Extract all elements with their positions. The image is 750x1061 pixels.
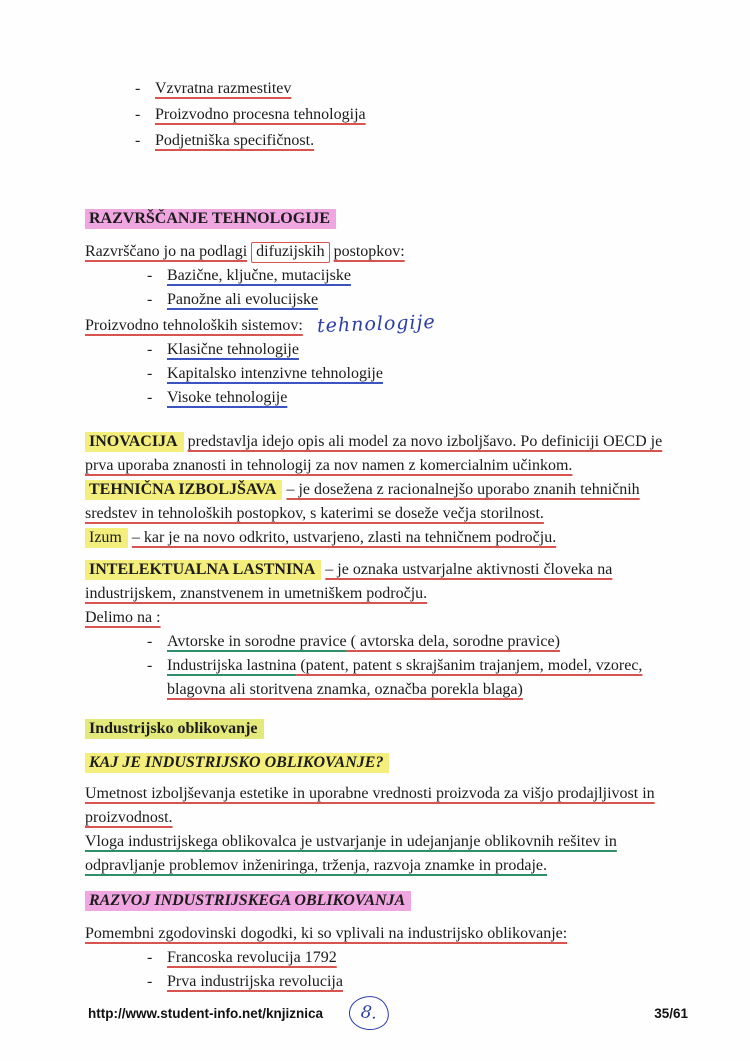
boxed-word: difuzijskih	[251, 242, 329, 263]
list-item-paren-text: (patent, patent s skrajšanim trajanjem, model, vzorec, blagovna ali storitvena znamka, označba porekla blaga)	[167, 657, 643, 698]
section-razvrscanje-tehnologije	[85, 206, 687, 410]
list-item	[133, 76, 687, 102]
highlighted-heading-text: RAZVOJ INDUSTRIJSKEGA OBLIKOVANJA	[85, 891, 411, 911]
handwritten-circled-page-number	[347, 994, 390, 1032]
page-number: 35/61	[654, 1005, 688, 1021]
list-item-main-text: Industrijska lastnina	[167, 657, 297, 674]
footer-url: http://www.student-info.net/knjiznica	[88, 1005, 323, 1021]
definition-term: Izum	[85, 528, 128, 548]
paragraph-text: Vloga industrijskega oblikovalca je ustvarjanje in udejanjanje oblikovnih rešitev in odpravljanje problemov inženiringa, trženja, razvoja znamke in prodaje.	[85, 833, 617, 874]
definition-term: TEHNIČNA IZBOLJŠAVA	[85, 480, 282, 500]
section-heading	[85, 206, 687, 232]
intro-bullet-list	[133, 76, 687, 154]
list-item-text: Podjetniška specifičnost.	[155, 132, 315, 149]
subsection-heading-kaj-je	[85, 750, 687, 776]
highlighted-heading-text: RAZVRŠČANJE TEHNOLOGIJE	[85, 209, 336, 229]
list-item-text: Proizvodno procesna tehnologija	[155, 106, 366, 123]
list-item-paren-text: ( avtorska dela, sorodne pravice)	[346, 633, 560, 650]
page-content	[85, 76, 687, 994]
definition-term: INTELEKTUALNA LASTNINA	[85, 560, 321, 580]
delimo-label-text: Delimo na :	[85, 609, 161, 626]
section-definitions	[85, 430, 687, 550]
definition-text: – kar je na novo odkrito, ustvarjeno, zlasti na tehničnem področju.	[131, 529, 557, 546]
definition-izum	[85, 526, 687, 550]
list-item	[145, 288, 687, 312]
page-footer	[88, 996, 688, 1030]
list-item	[145, 630, 687, 654]
list-item-text: Visoke tehnologije	[167, 389, 288, 406]
section-razvoj-oblikovanja	[85, 888, 687, 994]
sistemi-label-line	[85, 312, 687, 338]
list-item	[133, 128, 687, 154]
sistemi-label-text: Proizvodno tehnoloških sistemov:	[85, 317, 303, 334]
list-item	[145, 264, 687, 288]
handwritten-annotation: tehnologije	[316, 310, 436, 338]
list-item	[145, 970, 687, 994]
list-item-text: Francoska revolucija 1792	[167, 949, 337, 966]
difuzijski-bullet-list	[145, 264, 687, 312]
list-item-text: Vzvratna razmestitev	[155, 80, 292, 97]
razvoj-intro-text: Pomembni zgodovinski dogodki, ki so vplivali na industrijsko oblikovanje:	[85, 925, 568, 942]
definition-text: predstavlja idejo opis ali model za novo izboljšavo. Po definiciji OECD je prva uporaba znanosti in tehnologij za nov namen z komercialnim učinkom.	[85, 433, 663, 474]
handwritten-number-text: 8.	[359, 1002, 379, 1024]
section-heading	[85, 716, 687, 742]
definition-text: – je oznaka ustvarjalne aktivnosti človeka na industrijskem, znanstvenem in umetniškem področju.	[85, 561, 613, 602]
definition-tehnicna-izboljsava	[85, 478, 687, 526]
intro-post-text: postopkov:	[333, 243, 405, 260]
list-item-text: Kapitalsko intenzivne tehnologije	[167, 365, 383, 382]
section-industrijsko-oblikovanje	[85, 716, 687, 878]
delimo-label-line	[85, 606, 687, 630]
paragraph-vloga	[85, 830, 687, 878]
highlighted-heading-text: Industrijsko oblikovanje	[85, 719, 264, 739]
list-item	[145, 946, 687, 970]
highlighted-heading-text: KAJ JE INDUSTRIJSKO OBLIKOVANJE?	[85, 753, 389, 773]
paragraph-text: Umetnost izboljševanja estetike in uporabne vrednosti proizvoda za višjo prodajljivost in proizvodnost.	[85, 785, 655, 826]
list-item-text: Bazične, ključne, mutacijske	[167, 267, 351, 284]
intelektualna-bullet-list	[145, 630, 687, 702]
definition-inovacija	[85, 430, 687, 478]
razvoj-bullet-list	[145, 946, 687, 994]
list-item	[145, 386, 687, 410]
list-item-text: Panožne ali evolucijske	[167, 291, 319, 308]
paragraph-umetnost	[85, 782, 687, 830]
list-item	[133, 102, 687, 128]
list-item-text: Klasične tehnologije	[167, 341, 299, 358]
list-item-main-text: Avtorske in sorodne pravice	[167, 633, 347, 650]
sistemi-bullet-list	[145, 338, 687, 410]
section-intelektualna-lastnina	[85, 558, 687, 702]
razvrscanje-intro-line	[85, 240, 687, 264]
list-item	[145, 338, 687, 362]
list-item	[145, 362, 687, 386]
list-item	[145, 654, 687, 702]
definition-term: INOVACIJA	[85, 432, 184, 452]
razvoj-intro-line	[85, 922, 687, 946]
definition-intelektualna	[85, 558, 687, 606]
list-item-text: Prva industrijska revolucija	[167, 973, 343, 990]
subsection-heading-razvoj	[85, 888, 687, 914]
intro-pre-text: Razvrščano jo na podlagi	[85, 243, 248, 260]
definition-text: – je dosežena z racionalnejšo uporabo znanih tehničnih sredstev in tehnoloških postopkov, s katerimi se doseže večja storilnost.	[85, 481, 640, 522]
